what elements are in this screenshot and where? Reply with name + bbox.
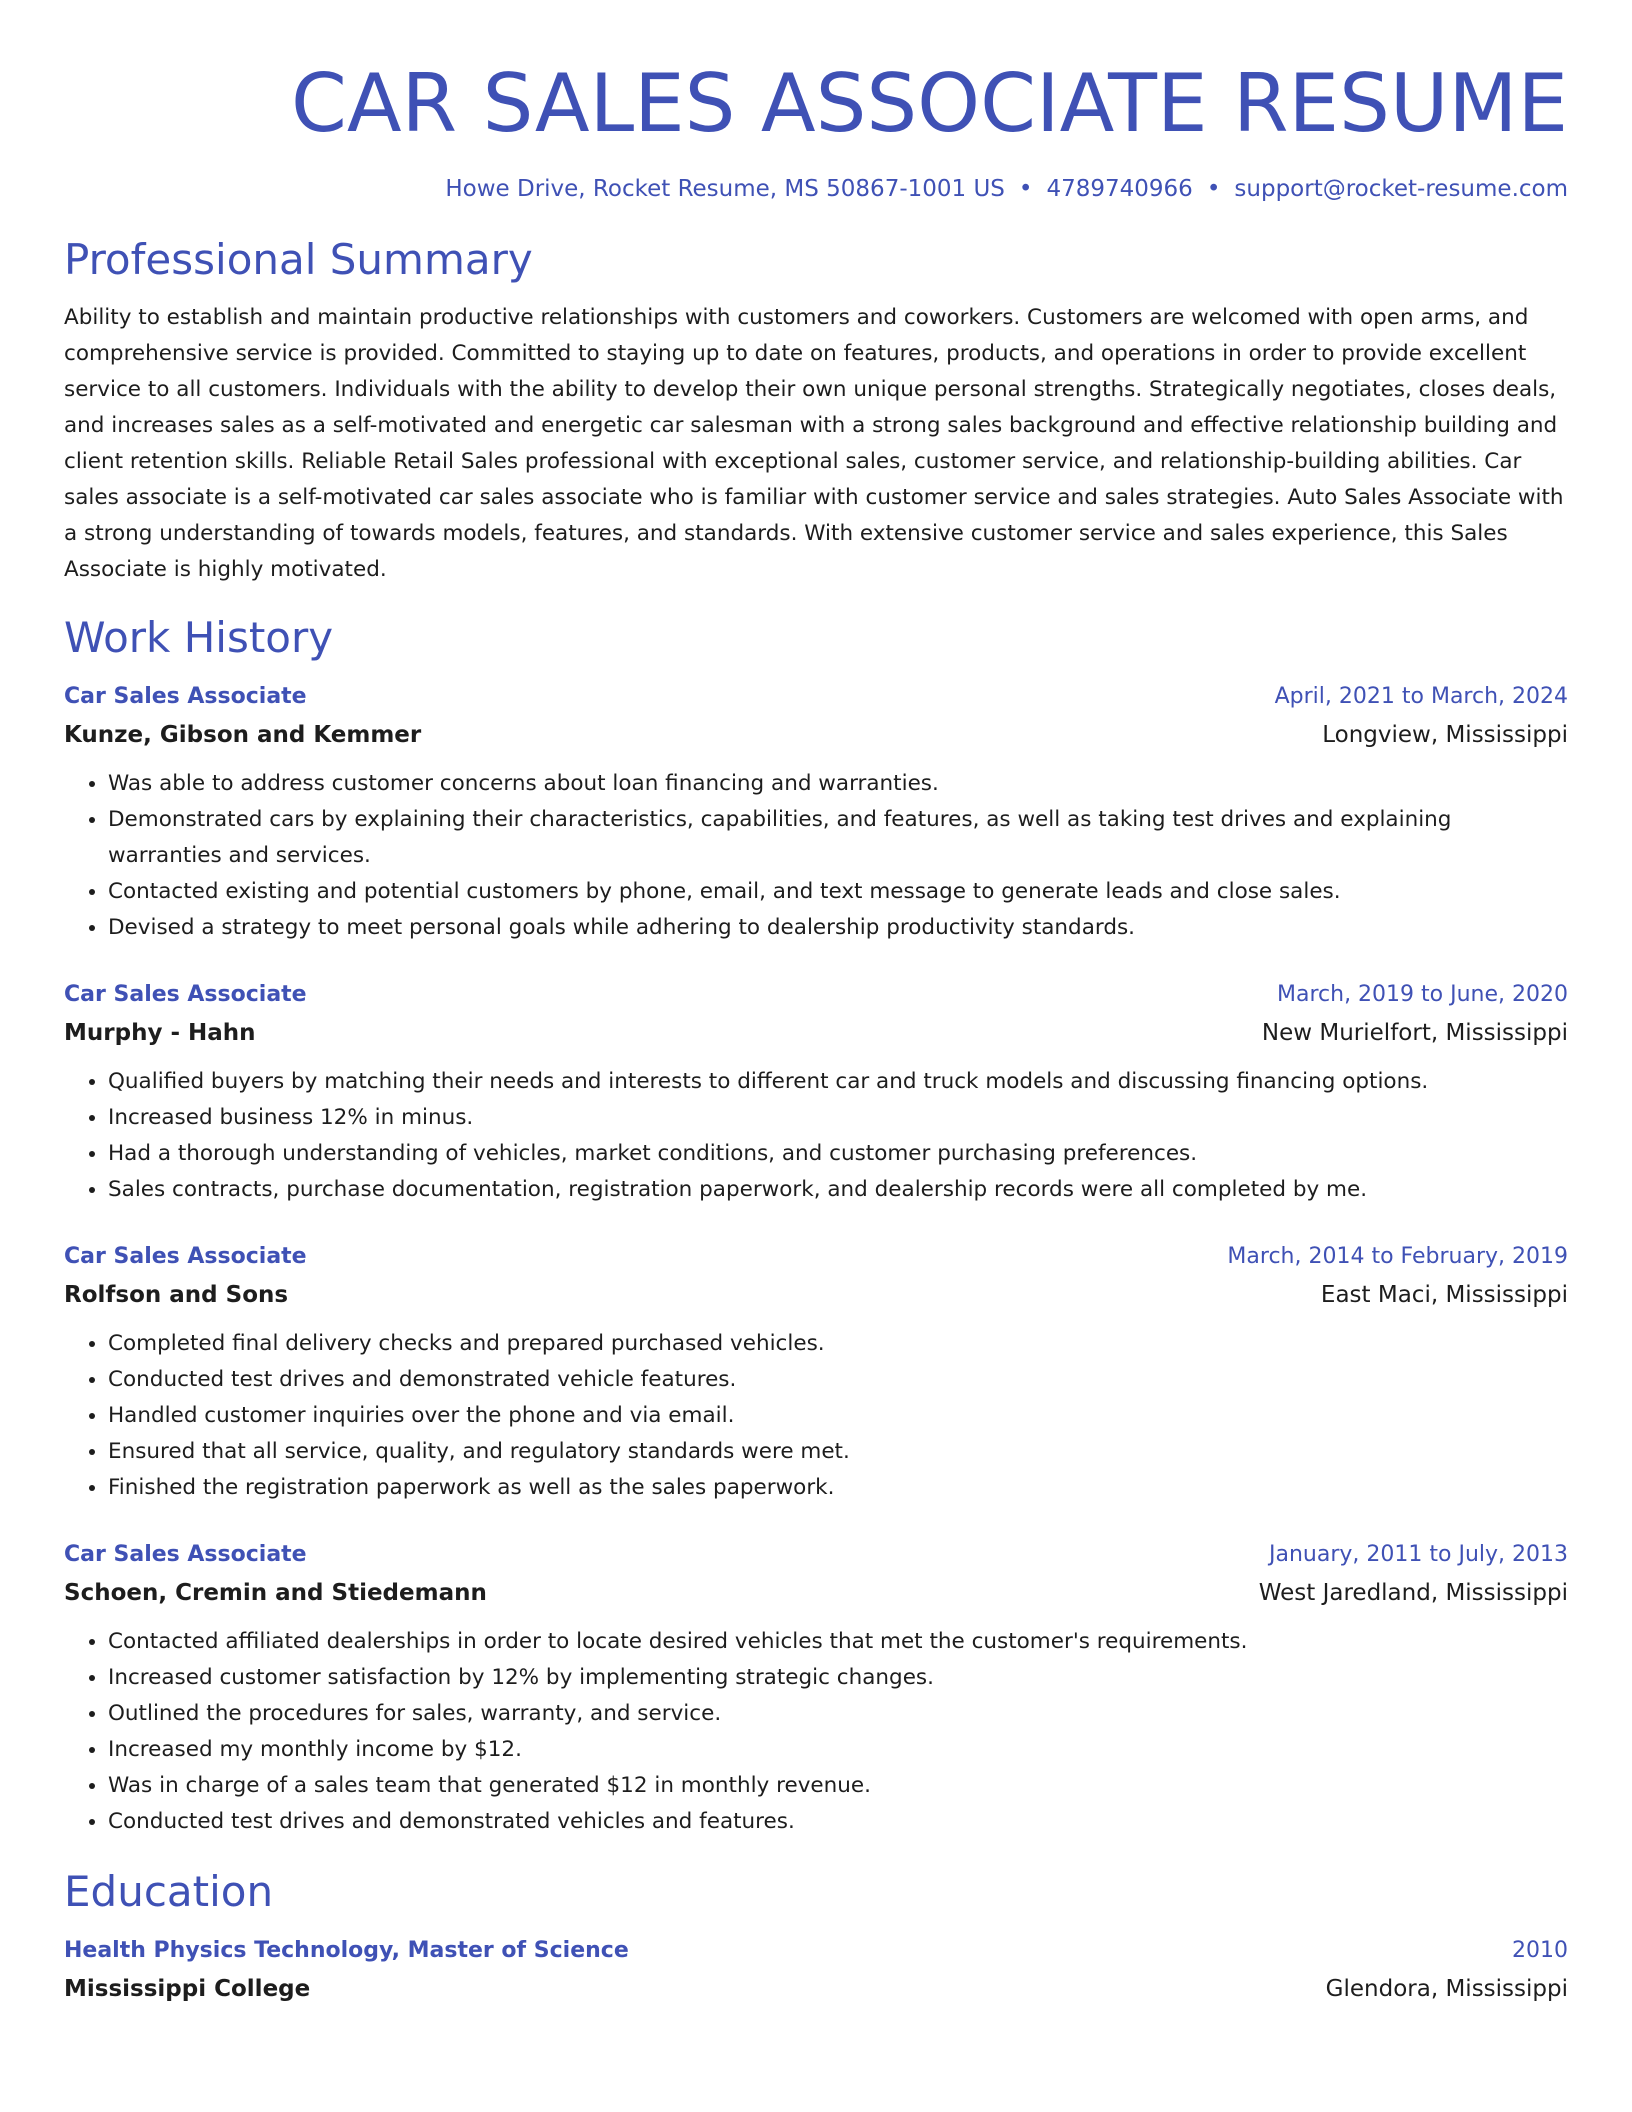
contact-email: support@rocket-resume.com xyxy=(1234,176,1568,202)
job-bullet: • Contacted existing and potential customers by phone, email, and text message to generate leads and close sales. xyxy=(108,874,1568,910)
job-bullet: • Contacted affiliated dealerships in order to locate desired vehicles that met the customer's requirements. xyxy=(108,1624,1568,1660)
contact-separator: • xyxy=(1018,176,1033,202)
summary-heading: Professional Summary xyxy=(64,235,533,284)
job-bullet: • Demonstrated cars by explaining their characteristics, capabilities, and features, as well as taking test drives and explaining warranties and services. xyxy=(108,802,1568,874)
resume-header xyxy=(64,0,1568,206)
contact-address: Howe Drive, Rocket Resume, MS 50867-1001 US xyxy=(445,176,1005,202)
job-bullet: • Qualified buyers by matching their needs and interests to different car and truck models and discussing financing options. xyxy=(108,1064,1568,1100)
job-location: West Jaredland, Mississippi xyxy=(1258,1580,1568,1606)
job-bullet: • Had a thorough understanding of vehicles, market conditions, and customer purchasing preferences. xyxy=(108,1136,1568,1172)
job-bullet: • Outlined the procedures for sales, warranty, and service. xyxy=(108,1696,1568,1732)
job-dates: April, 2021 to March, 2024 xyxy=(1274,684,1568,709)
work-history-heading: Work History xyxy=(64,613,334,662)
job-bullet: • Increased my monthly income by $12. xyxy=(108,1732,1568,1768)
job-dates: January, 2011 to July, 2013 xyxy=(1269,1542,1568,1567)
job-location: New Murielfort, Mississippi xyxy=(1261,1020,1568,1046)
job-bullets xyxy=(64,1064,1568,1208)
job-company: Kunze, Gibson and Kemmer xyxy=(64,722,422,748)
job-bullet: • Ensured that all service, quality, and regulatory standards were met. xyxy=(108,1434,1568,1470)
job-title: Car Sales Associate xyxy=(64,684,307,709)
education-year: 2010 xyxy=(1512,1938,1568,1963)
job-bullets xyxy=(64,766,1568,946)
job-bullets xyxy=(64,1624,1568,1840)
education-degree: Health Physics Technology, Master of Science xyxy=(64,1938,629,1963)
job-bullet: • Increased business 12% in minus. xyxy=(108,1100,1568,1136)
resume-title: CAR SALES ASSOCIATE RESUME xyxy=(290,57,1568,150)
job-bullet: • Was able to address customer concerns about loan financing and warranties. xyxy=(108,766,1568,802)
job-bullet: • Sales contracts, purchase documentation, registration paperwork, and dealership records were all completed by me. xyxy=(108,1172,1568,1208)
education-location: Glendora, Mississippi xyxy=(1325,1976,1568,2002)
job-bullet: • Finished the registration paperwork as well as the sales paperwork. xyxy=(108,1470,1568,1506)
job-dates: March, 2019 to June, 2020 xyxy=(1277,982,1568,1007)
job-title: Car Sales Associate xyxy=(64,1244,307,1269)
job-bullet: • Conducted test drives and demonstrated vehicles and features. xyxy=(108,1804,1568,1840)
education-school: Mississippi College xyxy=(64,1976,311,2002)
job-bullets xyxy=(64,1326,1568,1506)
job-entry xyxy=(64,678,1568,946)
job-company: Schoen, Cremin and Stiedemann xyxy=(64,1580,487,1606)
job-entry xyxy=(64,1536,1568,1840)
contact-line xyxy=(64,172,1568,206)
job-location: East Maci, Mississippi xyxy=(1320,1282,1568,1308)
job-bullet: • Was in charge of a sales team that generated $12 in monthly revenue. xyxy=(108,1768,1568,1804)
job-bullet: • Conducted test drives and demonstrated vehicle features. xyxy=(108,1362,1568,1398)
job-title: Car Sales Associate xyxy=(64,982,307,1007)
job-bullet: • Handled customer inquiries over the phone and via email. xyxy=(108,1398,1568,1434)
job-title: Car Sales Associate xyxy=(64,1542,307,1567)
contact-separator: • xyxy=(1206,176,1221,202)
job-dates: March, 2014 to February, 2019 xyxy=(1227,1244,1568,1269)
contact-phone: 4789740966 xyxy=(1046,176,1193,202)
job-company: Rolfson and Sons xyxy=(64,1282,289,1308)
job-bullet: • Devised a strategy to meet personal goals while adhering to dealership productivity standards. xyxy=(108,910,1568,946)
job-company: Murphy - Hahn xyxy=(64,1020,256,1046)
education-heading: Education xyxy=(64,1867,274,1916)
job-bullet: • Completed final delivery checks and prepared purchased vehicles. xyxy=(108,1326,1568,1362)
summary-text: Ability to establish and maintain productive relationships with customers and coworkers. Customers are welcomed with open arms, and comprehensive service is provided. Committed to staying up to date on features, products, and operations in order to provide excellent service to all customers. Individuals with the ability to develop their own unique personal strengths. Strategically negotiates, closes deals, and increases sales as a self-motivated and energetic car salesman with a strong sales background and effective relationship building and client retention skills. Reliable Retail Sales professional with exceptional sales, customer service, and relationship-building abilities. Car sales associate is a self-motivated car sales associate who is familiar with customer service and sales strategies. Auto Sales Associate with a strong understanding of towards models, features, and standards. With extensive customer service and sales experience, this Sales Associate is highly motivated. xyxy=(64,305,1564,582)
job-entry xyxy=(64,1238,1568,1506)
job-entry xyxy=(64,976,1568,1208)
job-location: Longview, Mississippi xyxy=(1322,722,1568,748)
job-bullet: • Increased customer satisfaction by 12% by implementing strategic changes. xyxy=(108,1660,1568,1696)
education-entry xyxy=(64,1932,1568,2008)
